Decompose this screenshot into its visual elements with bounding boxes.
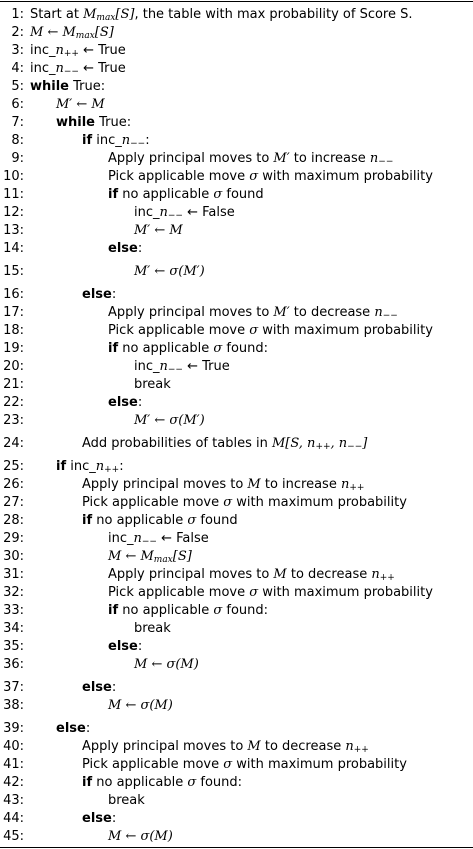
text-fragment: to decrease: [289, 305, 375, 320]
line-code: [56, 96, 105, 114]
text-fragment: to increase: [260, 477, 341, 492]
line-number: 28:: [3, 513, 24, 528]
algorithm-line: [0, 340, 473, 358]
line-number: 45:: [3, 829, 24, 844]
algorithm-line: [0, 548, 473, 566]
algorithm-line: [0, 697, 473, 715]
line-code: [108, 304, 398, 322]
line-code: [82, 476, 364, 494]
math-expression: $n_{--}$: [55, 61, 79, 77]
top-rule: [0, 1, 473, 2]
line-number: 29:: [3, 531, 24, 546]
algorithm-line: [0, 376, 473, 394]
line-number: 42:: [3, 775, 24, 790]
line-code: [108, 566, 395, 584]
math-expression: $n_{++}$: [371, 567, 395, 583]
text-fragment: Start at: [30, 7, 84, 22]
line-code: [108, 186, 264, 204]
algorithm-line: [0, 168, 473, 186]
math-expression: M: [247, 477, 261, 492]
algorithm-line: [0, 412, 473, 430]
text-fragment: inc_: [108, 531, 134, 546]
keyword: else: [82, 680, 112, 695]
text-fragment: no applicable: [118, 187, 214, 202]
text-fragment: :: [137, 241, 143, 256]
line-number: 20:: [3, 359, 24, 374]
line-code: [108, 394, 142, 412]
math-expression: M′ ← M: [56, 97, 105, 112]
line-code: [82, 494, 407, 512]
algorithm-line: [0, 602, 473, 620]
math-expression: σ: [249, 323, 259, 338]
text-fragment: , the table with max probability of Score S.: [134, 7, 413, 22]
text-fragment: :: [111, 680, 117, 695]
text-fragment: :: [137, 639, 143, 654]
line-code: [134, 263, 205, 281]
line-number: 17:: [3, 305, 24, 320]
line-code: [30, 42, 126, 60]
line-number: 14:: [3, 241, 24, 256]
text-fragment: with maximum probability: [232, 495, 407, 510]
math-expression: σ: [223, 757, 233, 772]
text-fragment: break: [108, 793, 145, 808]
algorithm-line: [0, 304, 473, 322]
line-code: [30, 6, 413, 24]
algorithm-line: [0, 114, 473, 132]
math-expression: σ: [213, 603, 223, 618]
line-code: [82, 512, 238, 530]
text-fragment: to decrease: [286, 567, 372, 582]
algorithm-line: [0, 774, 473, 792]
bottom-rule: [0, 847, 473, 848]
line-number: 43:: [3, 793, 24, 808]
math-expression: $n_{++}$: [345, 739, 369, 755]
line-number: 12:: [3, 205, 24, 220]
keyword: else: [108, 639, 138, 654]
line-code: [108, 150, 393, 168]
line-code: [134, 376, 171, 394]
keyword: else: [56, 721, 86, 736]
line-code: [108, 602, 268, 620]
line-number: 11:: [3, 187, 24, 202]
line-code: [82, 738, 369, 756]
algorithm-line: [0, 792, 473, 810]
line-number: 24:: [3, 436, 24, 451]
math-expression: $n_{--}$: [159, 205, 183, 221]
line-code: [82, 774, 242, 792]
line-code: [108, 530, 209, 548]
line-number: 1:: [11, 7, 24, 22]
algorithm-line: [0, 286, 473, 304]
line-number: 19:: [3, 341, 24, 356]
text-fragment: to increase: [289, 151, 370, 166]
line-number: 36:: [3, 657, 24, 672]
text-fragment: inc_: [66, 459, 96, 474]
algorithm-line: [0, 656, 473, 674]
text-fragment: no applicable: [92, 775, 188, 790]
line-code: [82, 679, 116, 697]
line-number: 13:: [3, 223, 24, 238]
math-expression: $n_{--}$: [374, 305, 398, 321]
math-expression: $n_{--}$: [369, 151, 394, 167]
keyword: if: [82, 133, 93, 148]
line-number: 31:: [3, 567, 24, 582]
algorithm-line: [0, 828, 473, 846]
text-fragment: :: [85, 721, 91, 736]
math-expression: $n_{++}$: [55, 43, 79, 59]
text-fragment: Pick applicable move: [108, 585, 250, 600]
line-number: 3:: [11, 43, 24, 58]
text-fragment: no applicable: [118, 603, 214, 618]
line-number: 2:: [11, 25, 24, 40]
text-fragment: ← False: [182, 205, 235, 220]
line-number: 10:: [3, 169, 24, 184]
keyword: if: [82, 513, 93, 528]
algorithm-line: [0, 530, 473, 548]
algorithm-line: [0, 810, 473, 828]
keyword: if: [108, 187, 119, 202]
keyword: if: [82, 775, 93, 790]
line-code: [82, 132, 150, 150]
text-fragment: inc_: [30, 43, 56, 58]
text-fragment: inc_: [92, 133, 122, 148]
algorithm-line: [0, 584, 473, 602]
text-fragment: with maximum probability: [258, 169, 433, 184]
line-number: 6:: [11, 97, 24, 112]
line-code: [134, 358, 230, 376]
text-fragment: Apply principal moves to: [82, 477, 248, 492]
math-expression: M ← σ(M): [134, 657, 199, 672]
line-number: 30:: [3, 549, 24, 564]
keyword: if: [108, 603, 119, 618]
text-fragment: with maximum probability: [258, 323, 433, 338]
text-fragment: Pick applicable move: [108, 323, 250, 338]
math-expression: M′ ← σ(M′): [134, 413, 205, 428]
line-code: [82, 435, 367, 453]
line-code: [56, 114, 131, 132]
text-fragment: Pick applicable move: [82, 757, 224, 772]
algorithm-line: [0, 720, 473, 738]
line-code: [108, 697, 173, 715]
line-number: 35:: [3, 639, 24, 654]
algorithm-line: [0, 512, 473, 530]
line-number: 32:: [3, 585, 24, 600]
math-expression: σ: [223, 495, 233, 510]
line-number: 27:: [3, 495, 24, 510]
text-fragment: :: [145, 133, 150, 148]
algorithm-line: [0, 186, 473, 204]
line-number: 7:: [11, 115, 24, 130]
math-expression: M ← σ(M): [108, 829, 173, 844]
line-number: 4:: [11, 61, 24, 76]
math-expression: σ: [187, 775, 197, 790]
line-code: [108, 548, 192, 566]
line-number: 37:: [3, 680, 24, 695]
text-fragment: :: [137, 395, 143, 410]
line-code: [108, 584, 433, 602]
line-code: [134, 620, 171, 638]
text-fragment: found: [222, 187, 264, 202]
math-expression: σ: [213, 341, 223, 356]
text-fragment: ← False: [156, 531, 209, 546]
line-code: [108, 638, 142, 656]
line-code: [134, 656, 199, 674]
line-code: [108, 240, 142, 258]
keyword: while: [56, 115, 95, 130]
text-fragment: Pick applicable move: [82, 495, 224, 510]
algorithm-line: [0, 204, 473, 222]
line-number: 40:: [3, 739, 24, 754]
text-fragment: with maximum probability: [258, 585, 433, 600]
line-code: [134, 412, 205, 430]
line-number: 8:: [11, 133, 24, 148]
algorithm-line: [0, 638, 473, 656]
line-code: [108, 322, 433, 340]
math-expression: $n_{--}$: [133, 531, 157, 547]
line-code: [30, 24, 114, 42]
line-code: [30, 78, 105, 96]
keyword: if: [108, 341, 119, 356]
text-fragment: :: [119, 459, 124, 474]
keyword: else: [82, 287, 112, 302]
line-code: [108, 792, 145, 810]
math-expression: M: [247, 739, 261, 754]
line-number: 18:: [3, 323, 24, 338]
line-code: [56, 720, 90, 738]
text-fragment: to decrease: [260, 739, 346, 754]
algorithm-line: [0, 96, 473, 114]
math-expression: $n_{++}$: [340, 477, 365, 493]
text-fragment: no applicable: [92, 513, 188, 528]
algorithm-line: [0, 240, 473, 258]
text-fragment: :: [111, 287, 117, 302]
line-number: 5:: [11, 79, 24, 94]
math-expression: M′ ← M: [134, 223, 183, 238]
algorithm-line: [0, 620, 473, 638]
algorithm-line: [0, 435, 473, 453]
text-fragment: found:: [196, 775, 243, 790]
text-fragment: Apply principal moves to: [108, 151, 274, 166]
text-fragment: Add probabilities of tables in: [82, 436, 272, 451]
line-code: [82, 810, 116, 828]
line-code: [134, 222, 183, 240]
algorithm-line: [0, 42, 473, 60]
text-fragment: True:: [69, 79, 106, 94]
keyword: else: [82, 811, 112, 826]
text-fragment: inc_: [134, 359, 160, 374]
algorithm-line: [0, 150, 473, 168]
line-number: 34:: [3, 621, 24, 636]
algorithm-line: [0, 263, 473, 281]
text-fragment: break: [134, 621, 171, 636]
algorithm-line: [0, 494, 473, 512]
text-fragment: Apply principal moves to: [108, 305, 274, 320]
algorithm-lines: [0, 6, 473, 846]
text-fragment: inc_: [134, 205, 160, 220]
line-code: [56, 458, 124, 476]
algorithm-line: [0, 322, 473, 340]
line-number: 26:: [3, 477, 24, 492]
algorithm-line: [0, 222, 473, 240]
text-fragment: ← True: [78, 61, 126, 76]
math-expression: $n_{++}$: [95, 459, 120, 475]
text-fragment: with maximum probability: [232, 757, 407, 772]
text-fragment: Apply principal moves to: [82, 739, 248, 754]
text-fragment: :: [111, 811, 117, 826]
math-expression: M′: [273, 305, 290, 320]
text-fragment: inc_: [30, 61, 56, 76]
text-fragment: ← True: [182, 359, 230, 374]
line-number: 25:: [3, 459, 24, 474]
line-number: 41:: [3, 757, 24, 772]
line-code: [82, 756, 407, 774]
line-number: 23:: [3, 413, 24, 428]
math-expression: $n_{--}$: [121, 133, 146, 149]
math-expression: $n_{--}$: [159, 359, 183, 375]
algorithm-line: [0, 132, 473, 150]
line-code: [82, 286, 116, 304]
algorithm-line: [0, 566, 473, 584]
text-fragment: ← True: [78, 43, 126, 58]
line-number: 16:: [3, 287, 24, 302]
line-number: 15:: [3, 264, 24, 279]
algorithm-line: [0, 358, 473, 376]
line-code: [108, 340, 268, 358]
line-number: 38:: [3, 698, 24, 713]
keyword: else: [108, 395, 138, 410]
algorithm-line: [0, 476, 473, 494]
line-code: [30, 60, 126, 78]
text-fragment: break: [134, 377, 171, 392]
algorithm-line: [0, 394, 473, 412]
math-expression: σ: [249, 169, 259, 184]
line-code: [108, 828, 173, 846]
algorithm-line: [0, 756, 473, 774]
algorithm-line: [0, 78, 473, 96]
line-code: [134, 204, 235, 222]
keyword: while: [30, 79, 69, 94]
keyword: else: [108, 241, 138, 256]
math-expression: $M_{max}[S]$: [83, 7, 135, 23]
math-expression: M ← σ(M): [108, 698, 173, 713]
algorithm-line: [0, 24, 473, 42]
algorithm-line: [0, 679, 473, 697]
math-expression: σ: [187, 513, 197, 528]
math-expression: M ← $M_{max}[S]$: [108, 549, 192, 565]
math-expression: M[S, $n_{++}$, $n_{--}$]: [271, 436, 368, 452]
text-fragment: no applicable: [118, 341, 214, 356]
algorithm-line: [0, 6, 473, 24]
line-number: 21:: [3, 377, 24, 392]
text-fragment: Pick applicable move: [108, 169, 250, 184]
math-expression: σ: [249, 585, 259, 600]
line-code: [108, 168, 433, 186]
math-expression: σ: [213, 187, 223, 202]
algorithm-line: [0, 60, 473, 78]
text-fragment: found:: [222, 603, 269, 618]
algorithm-line: [0, 738, 473, 756]
line-number: 22:: [3, 395, 24, 410]
text-fragment: True:: [95, 115, 132, 130]
math-expression: M ← $M_{max}[S]$: [30, 25, 114, 41]
line-number: 44:: [3, 811, 24, 826]
text-fragment: Apply principal moves to: [108, 567, 274, 582]
text-fragment: found: [196, 513, 238, 528]
text-fragment: found:: [222, 341, 269, 356]
math-expression: M′ ← σ(M′): [134, 264, 205, 279]
algorithm-line: [0, 458, 473, 476]
line-number: 39:: [3, 721, 24, 736]
math-expression: M′: [273, 151, 290, 166]
line-number: 33:: [3, 603, 24, 618]
line-number: 9:: [11, 151, 24, 166]
keyword: if: [56, 459, 67, 474]
math-expression: M: [273, 567, 287, 582]
